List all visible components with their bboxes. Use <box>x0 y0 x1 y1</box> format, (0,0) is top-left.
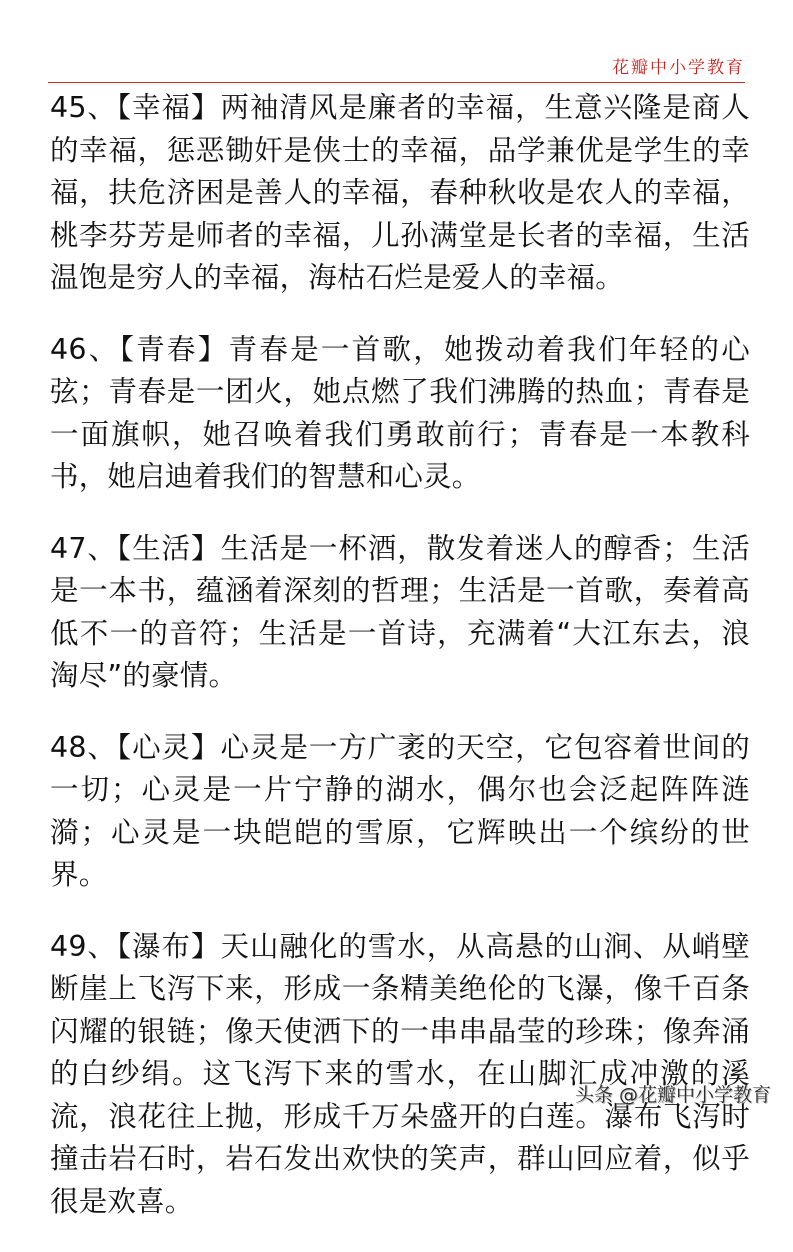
entry-text: 天山融化的雪水，从高悬的山涧、从峭壁断崖上飞泻下来，形成一条精美绝伦的飞瀑，像千百条闪耀的银链；像天使洒下的一串串晶莹的珍珠；像奔涌的白纱绢。这飞泻下来的雪水，在山脚汇成冲激的溪流，浪花往上抛，形成千万朵盛开的白莲。瀑布飞泻时撞击岩石时，岩石发出欢快的笑声，群山回应着，似乎很是欢喜。 <box>50 929 750 1218</box>
entry-topic: 【心灵】 <box>116 730 221 764</box>
entry-49 <box>50 926 750 1224</box>
entry-45 <box>50 87 750 300</box>
source-watermark: 头条 @花瓣中小学教育 <box>574 1084 771 1106</box>
entry-48 <box>50 727 750 897</box>
header-title: 花瓣中小学教育 <box>612 58 745 78</box>
entry-text: 两袖清风是廉者的幸福，生意兴隆是商人的幸福，惩恶锄奸是侠士的幸福，品学兼优是学生的幸福，扶危济困是善人的幸福，春种秋收是农人的幸福，桃李芬芳是师者的幸福，儿孙满堂是长者的幸福，生活温饱是穷人的幸福，海枯石烂是爱人的幸福。 <box>50 91 750 294</box>
entry-46 <box>50 329 750 499</box>
entry-number: 47、 <box>50 531 117 565</box>
entry-topic: 【青春】 <box>119 332 229 366</box>
entry-number: 49、 <box>50 929 117 963</box>
entry-number: 48、 <box>50 730 117 764</box>
entry-topic: 【瀑布】 <box>116 929 221 963</box>
entry-topic: 【生活】 <box>116 531 221 565</box>
entry-47 <box>50 528 750 698</box>
entry-number: 45、 <box>50 91 117 124</box>
entry-text: 心灵是一方广袤的天空，它包容着世间的一切；心灵是一片宁静的湖水，偶尔也会泛起阵阵涟漪；心灵是一块皑皑的雪原，它辉映出一个缤纷的世界。 <box>50 730 750 891</box>
page-header <box>48 56 745 83</box>
entry-text: 青春是一首歌，她拨动着我们年轻的心弦；青春是一团火，她点燃了我们沸腾的热血；青春是一面旗帜，她召唤着我们勇敢前行；青春是一本教科书，她启迪着我们的智慧和心灵。 <box>50 332 750 493</box>
entry-topic: 【幸福】 <box>116 91 221 124</box>
entry-number: 46、 <box>50 332 120 366</box>
document-body <box>50 87 750 1252</box>
entry-text: 生活是一杯酒，散发着迷人的醇香；生活是一本书，蕴涵着深刻的哲理；生活是一首歌，奏着高低不一的音符；生活是一首诗，充满着“大江东去，浪淘尽”的豪情。 <box>50 531 750 692</box>
